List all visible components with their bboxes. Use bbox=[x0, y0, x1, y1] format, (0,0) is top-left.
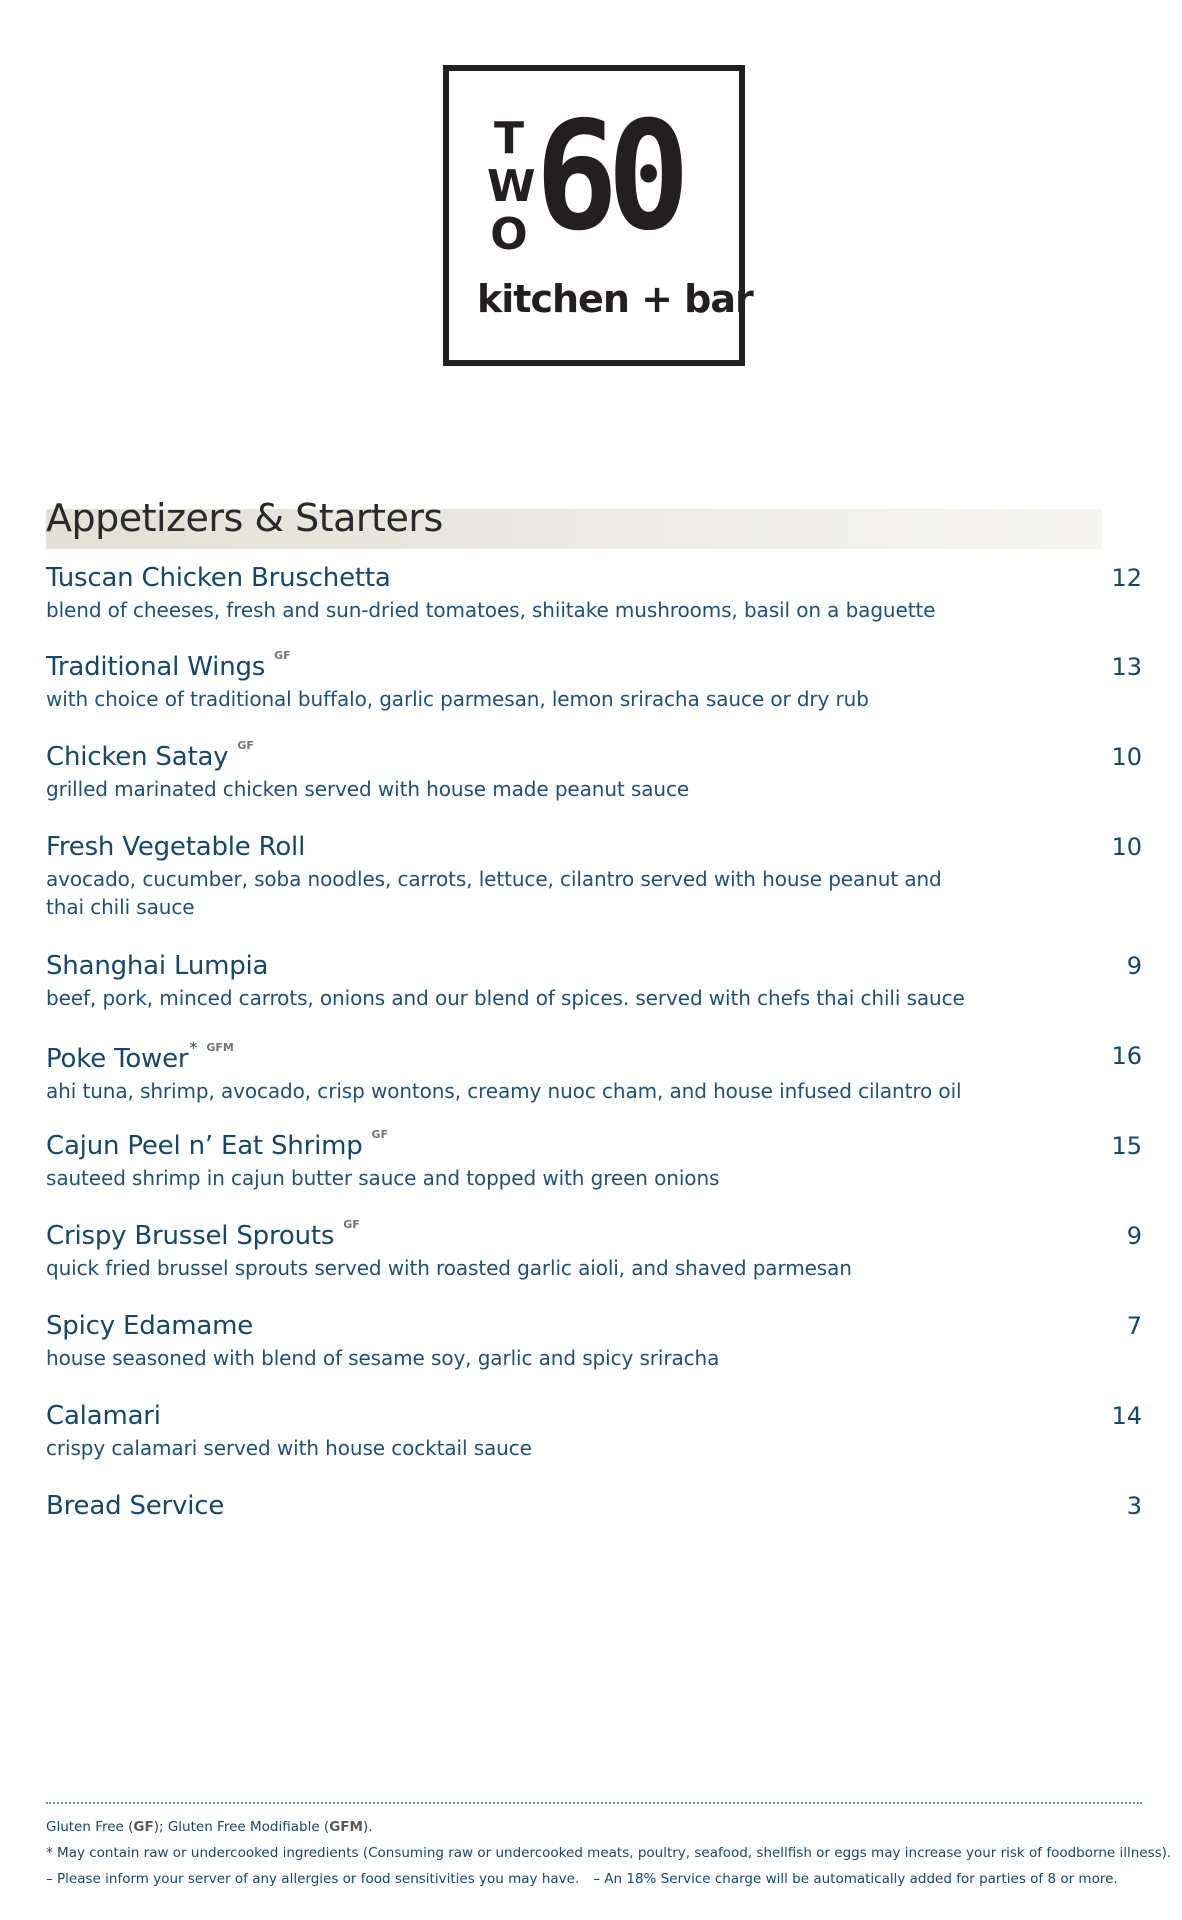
footer-divider bbox=[46, 1802, 1142, 1804]
raw-notice-star: * bbox=[189, 1038, 198, 1057]
menu-item-description: ahi tuna, shrimp, avocado, crisp wontons, creamy nuoc cham, and house infused cilantro oil bbox=[46, 1079, 962, 1103]
logo-subtitle: kitchen + bar bbox=[477, 277, 753, 321]
menu-item bbox=[46, 739, 1142, 829]
logo-letter: W bbox=[487, 161, 536, 212]
menu-item-description: avocado, cucumber, soba noodles, carrots, lettuce, cilantro served with house peanut and thai chili sauce bbox=[46, 867, 942, 919]
gluten-free-mark: GF bbox=[274, 649, 291, 662]
menu-item bbox=[46, 948, 1142, 1038]
menu-item-name: Poke Tower bbox=[46, 1044, 189, 1074]
gluten-free-modifiable-mark: GFM bbox=[206, 1041, 234, 1054]
menu-item-description: crispy calamari served with house cocktail sauce bbox=[46, 1436, 532, 1460]
menu-item-description: blend of cheeses, fresh and sun-dried tomatoes, shiitake mushrooms, basil on a baguette bbox=[46, 598, 936, 622]
menu-item-name: Bread Service bbox=[46, 1491, 225, 1521]
menu-item-name: Traditional Wings bbox=[46, 652, 266, 682]
menu-item-name: Shanghai Lumpia bbox=[46, 951, 269, 981]
menu-item bbox=[46, 1308, 1142, 1398]
menu-item-name: Fresh Vegetable Roll bbox=[46, 832, 306, 862]
menu-item-description: with choice of traditional buffalo, garlic parmesan, lemon sriracha sauce or dry rub bbox=[46, 687, 869, 711]
logo-letter: O bbox=[490, 209, 528, 260]
legend-gf: GF bbox=[133, 1819, 154, 1835]
menu-item-price: 9 bbox=[1126, 1222, 1142, 1250]
menu-item-price: 14 bbox=[1111, 1402, 1142, 1430]
service-charge-notice: – An 18% Service charge will be automatically added for parties of 8 or more. bbox=[593, 1871, 1118, 1887]
menu-item-price: 12 bbox=[1111, 564, 1142, 592]
menu-item bbox=[46, 560, 1142, 649]
legend-text: ); Gluten Free Modifiable ( bbox=[153, 1819, 330, 1835]
menu-item-description: grilled marinated chicken served with house made peanut sauce bbox=[46, 777, 690, 801]
gluten-free-mark: GF bbox=[371, 1128, 389, 1141]
allergy-service-notice bbox=[46, 1866, 1156, 1892]
gluten-free-mark: GF bbox=[343, 1218, 360, 1231]
legend-text: Gluten Free ( bbox=[46, 1819, 134, 1835]
menu-item-description: sauteed shrimp in cajun butter sauce and topped with green onions bbox=[46, 1166, 720, 1190]
menu-item bbox=[46, 1398, 1142, 1488]
logo-letters bbox=[487, 113, 536, 260]
menu-item-description: quick fried brussel sprouts served with roasted garlic aioli, and shaved parmesan bbox=[46, 1256, 852, 1280]
legend-text: ). bbox=[362, 1819, 373, 1835]
gluten-legend bbox=[46, 1814, 1156, 1840]
allergy-notice: – Please inform your server of any allergies or food sensitivities you may have. bbox=[46, 1871, 580, 1887]
menu-item-price: 13 bbox=[1111, 653, 1142, 681]
menu-item bbox=[46, 1038, 1142, 1128]
restaurant-logo bbox=[443, 65, 753, 366]
footer-notes bbox=[46, 1814, 1172, 1892]
menu-item-price: 10 bbox=[1111, 833, 1142, 861]
menu-item-name: Crispy Brussel Sprouts bbox=[46, 1221, 335, 1251]
menu-item bbox=[46, 1218, 1142, 1308]
menu-item-description: house seasoned with blend of sesame soy, garlic and spicy sriracha bbox=[46, 1346, 720, 1370]
menu-item-name: Spicy Edamame bbox=[46, 1311, 254, 1341]
logo-number: 60 bbox=[535, 90, 680, 264]
menu-items bbox=[46, 560, 1142, 1528]
menu-item-price: 3 bbox=[1126, 1492, 1142, 1520]
menu-item-price: 10 bbox=[1111, 743, 1142, 771]
section-title: Appetizers & Starters bbox=[46, 496, 443, 540]
menu-item bbox=[46, 1488, 1142, 1528]
menu-item-name: Chicken Satay bbox=[46, 742, 229, 772]
menu-item-price: 9 bbox=[1126, 952, 1142, 980]
logo-letter: T bbox=[493, 113, 524, 164]
raw-ingredients-notice: * May contain raw or undercooked ingredients (Consuming raw or undercooked meats, poultry, seafood, shellfish or eggs may increase your risk of foodborne illness). bbox=[46, 1845, 1172, 1861]
gluten-free-mark: GF bbox=[237, 739, 254, 752]
menu-item-name: Calamari bbox=[46, 1401, 161, 1431]
legend-gfm: GFM bbox=[329, 1819, 363, 1835]
menu-item bbox=[46, 649, 1142, 739]
menu-item bbox=[46, 1128, 1142, 1218]
menu-item-name: Tuscan Chicken Bruschetta bbox=[46, 563, 391, 593]
menu-item bbox=[46, 829, 1142, 948]
menu-item-price: 15 bbox=[1111, 1132, 1142, 1160]
menu-item-description: beef, pork, minced carrots, onions and our blend of spices. served with chefs thai chili sauce bbox=[46, 986, 965, 1010]
menu-item-price: 16 bbox=[1111, 1042, 1142, 1070]
menu-item-name: Cajun Peel n’ Eat Shrimp bbox=[46, 1131, 363, 1161]
menu-item-price: 7 bbox=[1126, 1312, 1142, 1340]
